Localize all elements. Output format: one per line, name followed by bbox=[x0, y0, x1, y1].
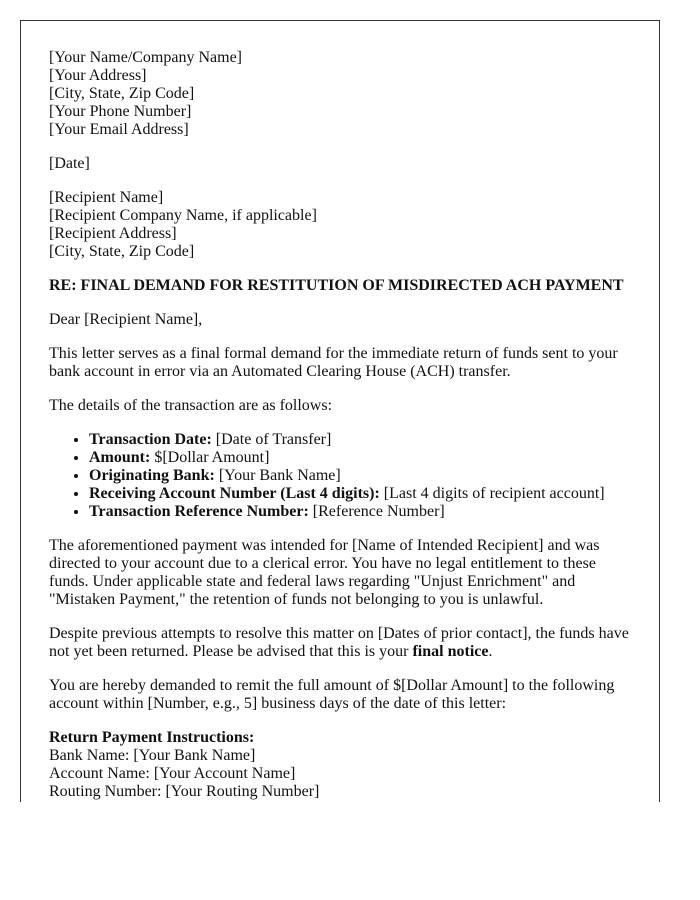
recipient-line: [Recipient Company Name, if applicable] bbox=[49, 207, 317, 224]
text: . bbox=[488, 643, 493, 660]
recipient-line: [City, State, Zip Code] bbox=[49, 243, 195, 260]
sender-line: [Your Email Address] bbox=[49, 121, 189, 138]
detail-label: Receiving Account Number (Last 4 digits): bbox=[89, 485, 380, 502]
final-notice-emphasis: final notice bbox=[412, 643, 489, 660]
sender-line: [Your Name/Company Name] bbox=[49, 49, 243, 66]
return-instructions bbox=[49, 729, 631, 801]
detail-label: Transaction Date: bbox=[89, 431, 212, 448]
paragraph-demand: You are hereby demanded to remit the full amount of $[Dollar Amount] to the following account within [Number, e.g., 5] business days of the date of this letter: bbox=[49, 677, 615, 712]
detail-value: [Your Bank Name] bbox=[214, 467, 341, 484]
detail-value: [Reference Number] bbox=[308, 503, 445, 520]
list-item bbox=[89, 485, 631, 503]
instructions-heading: Return Payment Instructions: bbox=[49, 729, 255, 746]
subject-line bbox=[49, 277, 631, 295]
sender-block bbox=[49, 49, 631, 139]
sender-line: [Your Address] bbox=[49, 67, 147, 84]
paragraph-explanation: The aforementioned payment was intended for [Name of Intended Recipient] and was directed to your account due to a clerical error. You have no legal entitlement to these funds. Under applicable state and federal laws regarding "Unjust Enrichment" and "Mistaken Payment," the retention of funds not belonging to you is unlawful. bbox=[49, 537, 600, 608]
instruction-line: Bank Name: [Your Bank Name] bbox=[49, 747, 256, 764]
recipient-line: [Recipient Name] bbox=[49, 189, 164, 206]
list-item bbox=[89, 449, 631, 467]
paragraph-final-notice bbox=[49, 625, 631, 661]
details-intro: The details of the transaction are as follows: bbox=[49, 397, 333, 414]
salutation: Dear [Recipient Name], bbox=[49, 311, 203, 328]
text: Despite previous attempts to resolve this matter on [Dates of prior contact], the funds have not yet been returned. Please be advised that this is your bbox=[49, 625, 629, 660]
recipient-line: [Recipient Address] bbox=[49, 225, 177, 242]
subject-text: RE: FINAL DEMAND FOR RESTITUTION OF MISDIRECTED ACH PAYMENT bbox=[49, 277, 624, 294]
sender-line: [City, State, Zip Code] bbox=[49, 85, 195, 102]
list-item bbox=[89, 431, 631, 449]
detail-label: Originating Bank: bbox=[89, 467, 215, 484]
transaction-details-list bbox=[49, 431, 631, 521]
list-item bbox=[89, 503, 631, 521]
paragraph-intro: This letter serves as a final formal demand for the immediate return of funds sent to your bank account in error via an Automated Clearing House (ACH) transfer. bbox=[49, 345, 618, 380]
detail-value: $[Dollar Amount] bbox=[150, 449, 270, 466]
list-item bbox=[89, 467, 631, 485]
detail-value: [Date of Transfer] bbox=[211, 431, 332, 448]
detail-label: Amount: bbox=[89, 449, 151, 466]
instruction-line: Routing Number: [Your Routing Number] bbox=[49, 783, 320, 800]
detail-label: Transaction Reference Number: bbox=[89, 503, 309, 520]
letter-date: [Date] bbox=[49, 155, 90, 172]
letter-page bbox=[20, 20, 660, 802]
detail-value: [Last 4 digits of recipient account] bbox=[379, 485, 605, 502]
instruction-line: Account Name: [Your Account Name] bbox=[49, 765, 296, 782]
recipient-block bbox=[49, 189, 631, 261]
sender-line: [Your Phone Number] bbox=[49, 103, 192, 120]
